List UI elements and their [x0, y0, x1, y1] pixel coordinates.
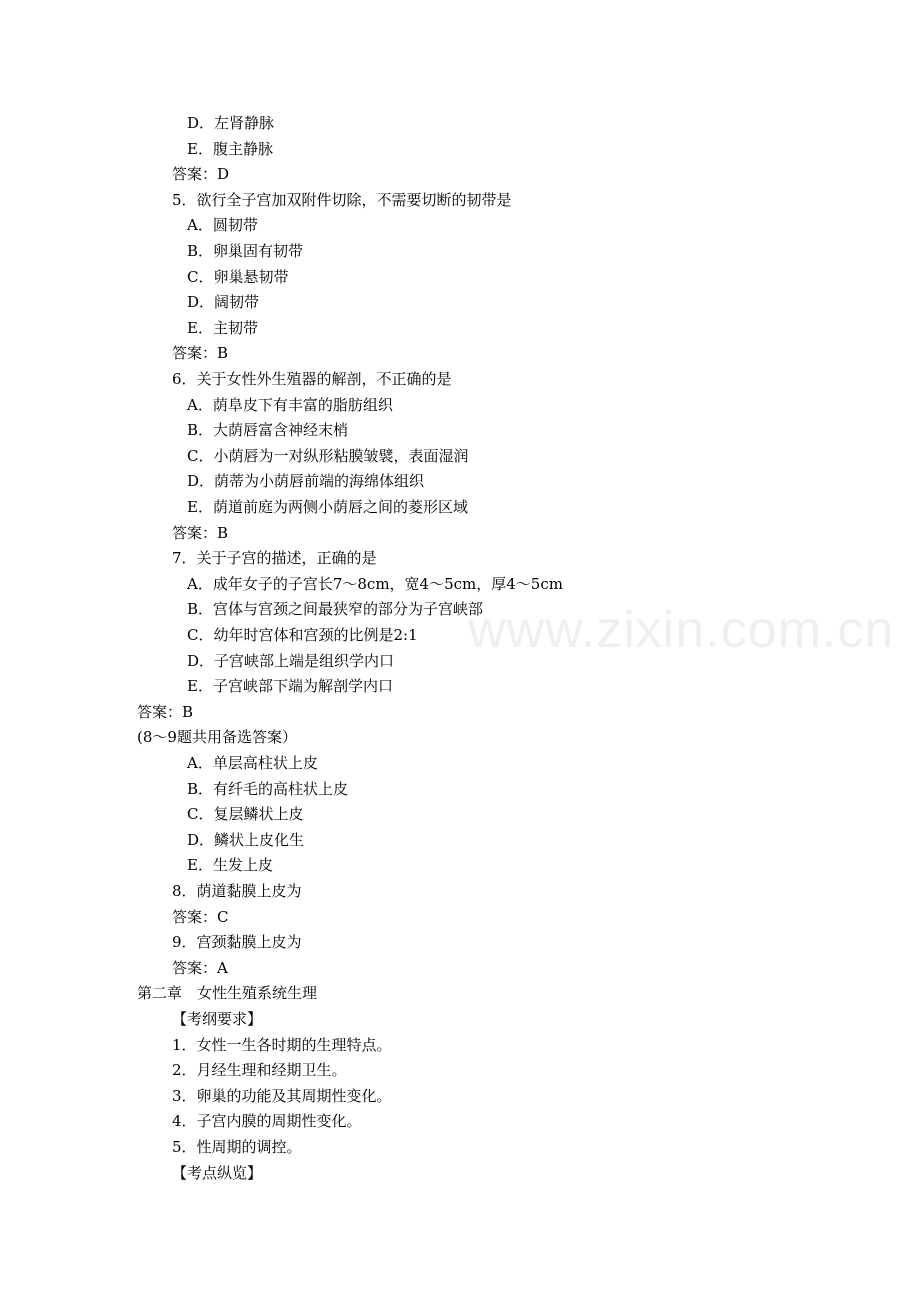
answer-line: 答案：B	[137, 702, 194, 721]
option-line: A．成年女子的子宫长7～8cm，宽4～5cm，厚4～5cm	[187, 574, 563, 593]
question-line: 8．荫道黏膜上皮为	[172, 882, 302, 900]
list-item: 1．女性一生各时期的生理特点。	[172, 1035, 392, 1054]
list-item: 3．卵巢的功能及其周期性变化。	[172, 1086, 392, 1105]
question-line: 7．关于子宫的描述，正确的是	[172, 549, 377, 568]
question-line: 5．欲行全子宫加双附件切除，不需要切断的韧带是	[172, 190, 512, 209]
option-line: C．复层鳞状上皮	[187, 805, 304, 824]
option-line: E．腹主静脉	[187, 139, 273, 158]
option-line: E．荫道前庭为两侧小荫唇之间的菱形区域	[187, 498, 468, 516]
option-line: C．卵巢悬韧带	[187, 267, 289, 286]
option-line: B．卵巢固有韧带	[187, 242, 304, 260]
list-item: 2．月经生理和经期卫生。	[172, 1061, 347, 1080]
option-line: D．左肾静脉	[187, 114, 275, 132]
watermark: www.zixin.com.cn	[468, 601, 895, 659]
question-line: 9．宫颈黏膜上皮为	[172, 933, 302, 952]
option-line: A．单层高柱状上皮	[187, 754, 318, 772]
option-line: D．荫蒂为小荫唇前端的海绵体组织	[187, 472, 425, 491]
option-line: C．幼年时宫体和宫颈的比例是2:1	[187, 626, 418, 644]
option-line: E．子宫峡部下端为解剖学内口	[187, 677, 393, 696]
option-line: E．生发上皮	[187, 856, 273, 875]
option-line: D．鳞状上皮化生	[187, 830, 305, 849]
option-line: B．宫体与宫颈之间最狭窄的部分为子宫峡部	[187, 600, 484, 619]
group-heading: (8～9题共用备选答案）	[137, 728, 297, 747]
list-item: 5．性周期的调控。	[172, 1138, 302, 1156]
question-line: 6．关于女性外生殖器的解剖，不正确的是	[172, 370, 452, 388]
chapter-heading: 第二章 女性生殖系统生理	[137, 984, 318, 1003]
section-heading: 【考点纵览】	[172, 1163, 263, 1182]
answer-line: 答案：B	[172, 523, 229, 542]
option-line: D．阔韧带	[187, 293, 260, 312]
answer-line: 答案：C	[172, 907, 229, 926]
section-heading: 【考纲要求】	[172, 1010, 263, 1028]
option-line: B．大荫唇富含神经末梢	[187, 421, 349, 440]
answer-line: 答案：D	[172, 165, 230, 184]
list-item: 4．子宫内膜的周期性变化。	[172, 1112, 362, 1131]
option-line: C．小荫唇为一对纵形粘膜皱襞，表面湿润	[187, 446, 469, 465]
option-line: A．圆韧带	[187, 216, 258, 235]
option-line: B．有纤毛的高柱状上皮	[187, 779, 349, 798]
option-line: D．子宫峡部上端是组织学内口	[187, 651, 395, 670]
option-line: E．主韧带	[187, 318, 258, 337]
answer-line: 答案：B	[172, 344, 229, 363]
answer-line: 答案：A	[172, 958, 228, 977]
option-line: A．荫阜皮下有丰富的脂肪组织	[187, 395, 393, 414]
